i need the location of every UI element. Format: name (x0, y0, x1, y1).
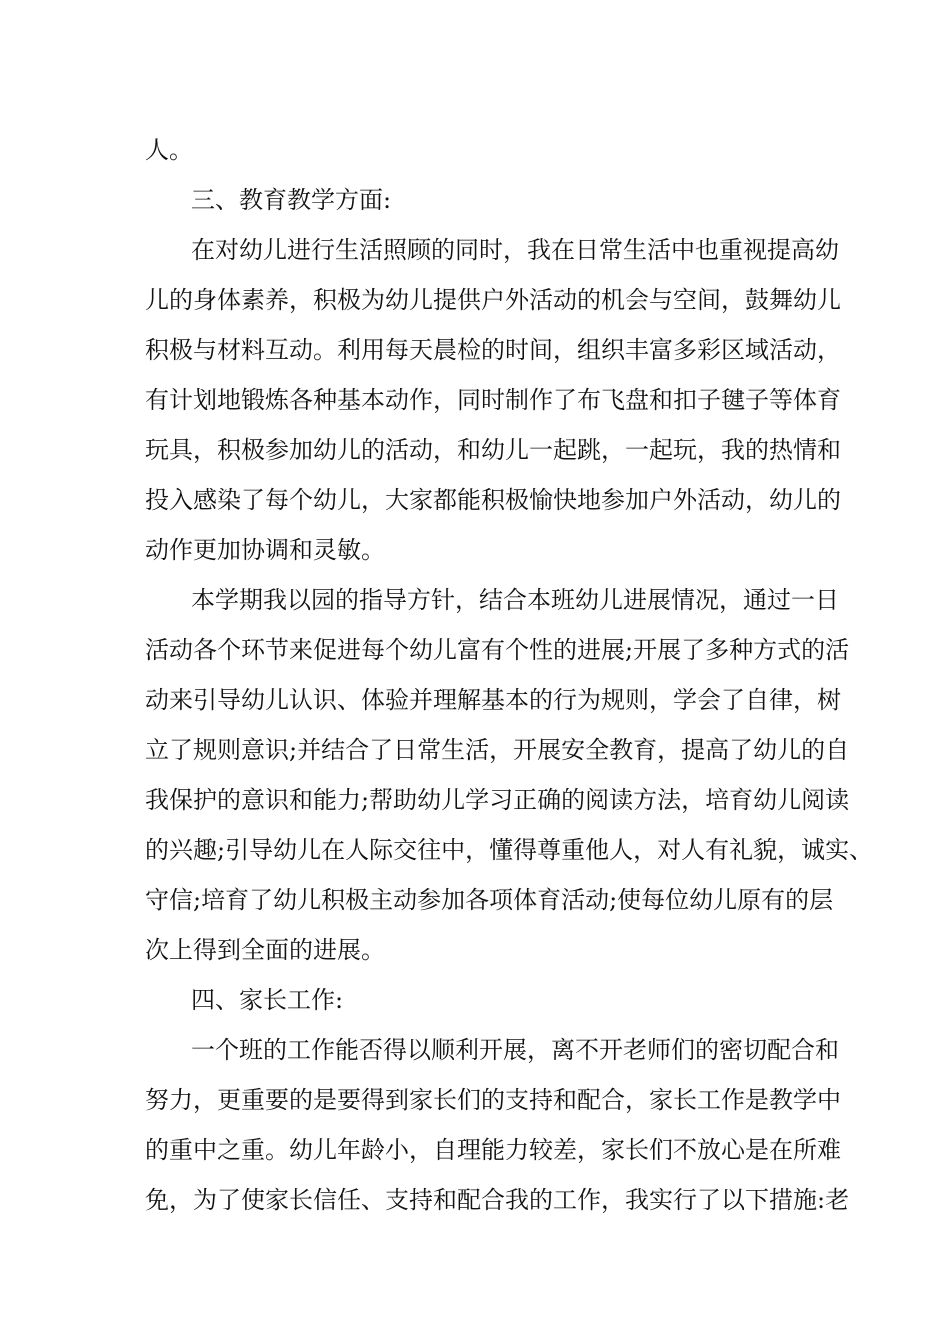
text-line: 努力，更重要的是要得到家长们的支持和配合，家长工作是教学中 (145, 1086, 841, 1114)
text-line: 有计划地锻炼各种基本动作，同时制作了布飞盘和扣子毽子等体育 (145, 386, 841, 414)
text-line: 的兴趣;引导幼儿在人际交往中，懂得尊重他人，对人有礼貌，诚实、 (145, 836, 874, 864)
text-line: 在对幼儿进行生活照顾的同时，我在日常生活中也重视提高幼 (191, 236, 839, 264)
text-line: 动来引导幼儿认识、体验并理解基本的行为规则，学会了自律，树 (145, 686, 841, 714)
text-line: 儿的身体素养，积极为幼儿提供户外活动的机会与空间，鼓舞幼儿 (145, 286, 841, 314)
text-line: 免，为了使家长信任、支持和配合我的工作，我实行了以下措施:老 (145, 1186, 850, 1214)
text-line: 投入感染了每个幼儿，大家都能积极愉快地参加户外活动，幼儿的 (145, 486, 841, 514)
text-line: 一个班的工作能否得以顺利开展，离不开老师们的密切配合和 (191, 1036, 839, 1064)
text-line: 人。 (145, 136, 193, 164)
text-line: 本学期我以园的指导方针，结合本班幼儿进展情况，通过一日 (191, 586, 839, 614)
text-line: 活动各个环节来促进每个幼儿富有个性的进展;开展了多种方式的活 (145, 636, 850, 664)
text-line: 立了规则意识;并结合了日常生活，开展安全教育，提高了幼儿的自 (145, 736, 850, 764)
text-line: 玩具，积极参加幼儿的活动，和幼儿一起跳，一起玩，我的热情和 (145, 436, 841, 464)
section-heading: 三、教育教学方面: (191, 186, 392, 214)
text-line: 守信;培育了幼儿积极主动参加各项体育活动;使每位幼儿原有的层 (145, 886, 834, 914)
text-line: 我保护的意识和能力;帮助幼儿学习正确的阅读方法，培育幼儿阅读 (145, 786, 850, 814)
text-line: 动作更加协调和灵敏。 (145, 536, 385, 564)
section-heading: 四、家长工作: (191, 986, 344, 1014)
text-line: 的重中之重。幼儿年龄小，自理能力较差，家长们不放心是在所难 (145, 1136, 841, 1164)
text-line: 积极与材料互动。利用每天晨检的时间，组织丰富多彩区域活动， (145, 336, 841, 364)
text-line: 次上得到全面的进展。 (145, 936, 385, 964)
